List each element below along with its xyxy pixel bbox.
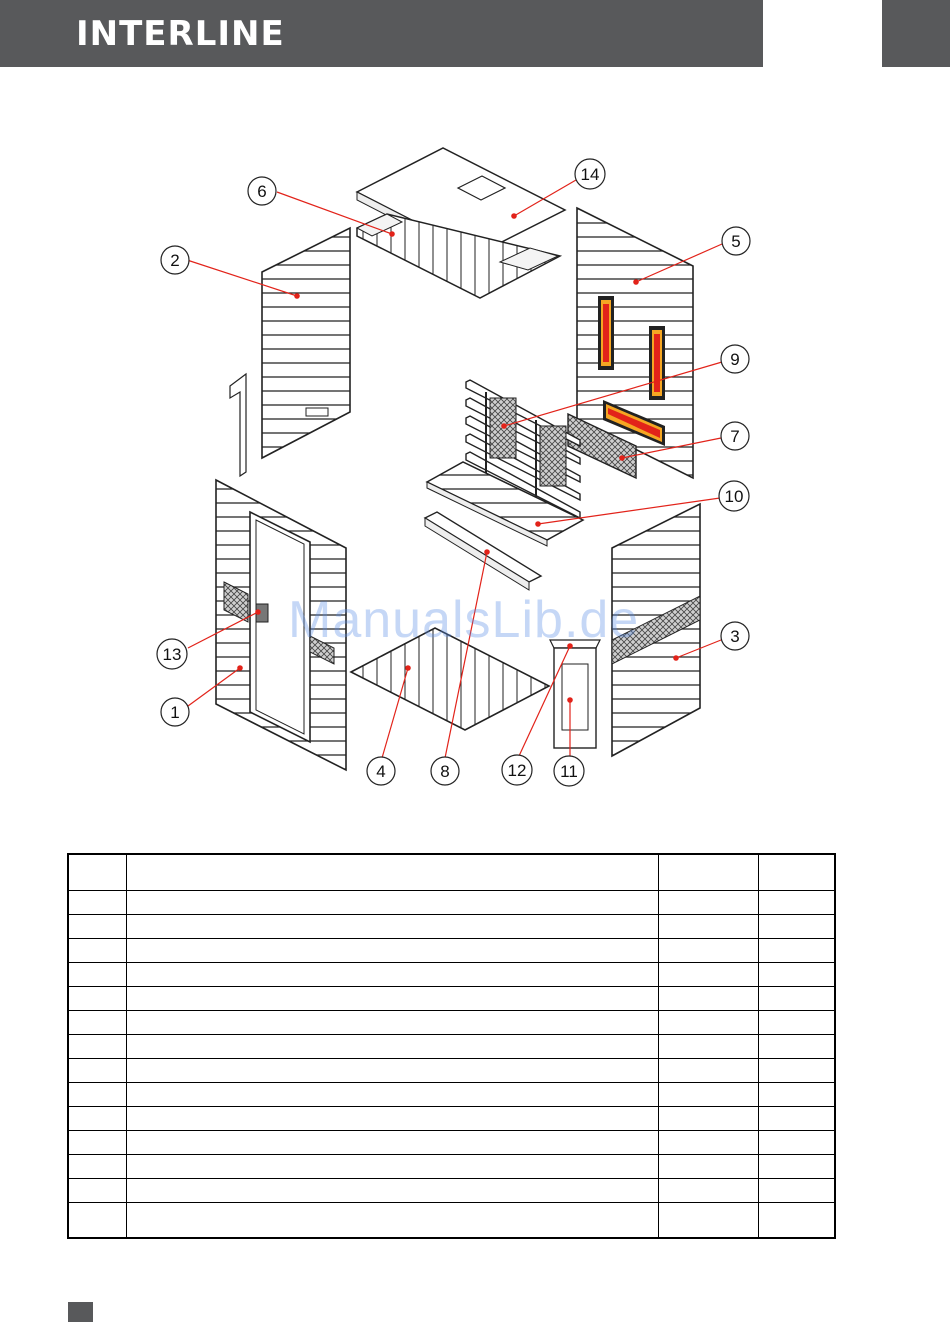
callout-8: 8 — [440, 762, 450, 781]
table-cell — [126, 1034, 658, 1058]
table-cell — [126, 1082, 658, 1106]
table-cell — [658, 986, 758, 1010]
table-cell — [68, 938, 126, 962]
table-cell — [68, 1082, 126, 1106]
table-cell — [68, 1010, 126, 1034]
callout-6: 6 — [257, 182, 267, 201]
header-corner-block — [882, 0, 950, 67]
table-row — [68, 1082, 835, 1106]
table-cell — [68, 1058, 126, 1082]
table-cell — [758, 1130, 835, 1154]
table-cell — [658, 1178, 758, 1202]
table-cell — [658, 1034, 758, 1058]
table-row — [68, 1178, 835, 1202]
table-cell — [126, 1178, 658, 1202]
table-cell — [658, 962, 758, 986]
table-cell — [68, 1034, 126, 1058]
table-cell — [68, 986, 126, 1010]
table-cell — [126, 854, 658, 890]
table-row — [68, 854, 835, 890]
table-cell — [68, 1202, 126, 1238]
brand-logo: INTERLINE — [76, 14, 285, 54]
callout-2: 2 — [170, 251, 180, 270]
callout-4: 4 — [376, 762, 386, 781]
table-cell — [126, 890, 658, 914]
table-cell — [126, 1106, 658, 1130]
callout-5: 5 — [731, 232, 741, 251]
table-cell — [758, 1178, 835, 1202]
control-box — [550, 640, 600, 748]
table-cell — [658, 1154, 758, 1178]
table-cell — [126, 986, 658, 1010]
table-cell — [758, 1154, 835, 1178]
table-cell — [658, 890, 758, 914]
table-cell — [658, 1130, 758, 1154]
table-row — [68, 1130, 835, 1154]
table-cell — [658, 938, 758, 962]
table-cell — [658, 1106, 758, 1130]
table-cell — [658, 1082, 758, 1106]
parts-table — [67, 853, 836, 1239]
table-cell — [758, 986, 835, 1010]
table-row — [68, 938, 835, 962]
table-cell — [68, 1154, 126, 1178]
wall-bracket — [230, 374, 246, 476]
page-number-block — [68, 1302, 93, 1322]
table-cell — [758, 962, 835, 986]
callout-11: 11 — [560, 762, 578, 781]
table-cell — [126, 1202, 658, 1238]
table-cell — [658, 854, 758, 890]
table-row — [68, 1010, 835, 1034]
table-cell — [126, 938, 658, 962]
callout-7: 7 — [730, 427, 740, 446]
callout-3: 3 — [730, 627, 740, 646]
table-row — [68, 962, 835, 986]
table-cell — [758, 854, 835, 890]
callout-14: 14 — [580, 165, 600, 184]
table-cell — [658, 914, 758, 938]
table-cell — [758, 1034, 835, 1058]
table-cell — [758, 1082, 835, 1106]
table-row — [68, 914, 835, 938]
watermark: ManualsLib.de — [288, 591, 640, 649]
table-cell — [68, 1130, 126, 1154]
table-row — [68, 1034, 835, 1058]
table-cell — [758, 890, 835, 914]
table-cell — [126, 1154, 658, 1178]
table-row — [68, 1154, 835, 1178]
callout-10: 10 — [724, 487, 744, 506]
table-cell — [126, 1010, 658, 1034]
callout-9: 9 — [730, 350, 740, 369]
callout-12: 12 — [507, 761, 527, 780]
table-cell — [68, 854, 126, 890]
table-cell — [658, 1058, 758, 1082]
table-cell — [758, 1010, 835, 1034]
exploded-sauna-diagram — [0, 100, 950, 820]
table-cell — [758, 914, 835, 938]
table-cell — [758, 1106, 835, 1130]
table-cell — [126, 1058, 658, 1082]
table-cell — [68, 962, 126, 986]
table-cell — [758, 1202, 835, 1238]
table-row — [68, 986, 835, 1010]
table-row — [68, 1058, 835, 1082]
table-cell — [126, 914, 658, 938]
table-cell — [658, 1202, 758, 1238]
table-cell — [68, 1106, 126, 1130]
parts-table-body — [68, 854, 835, 1238]
table-cell — [126, 962, 658, 986]
table-cell — [658, 1010, 758, 1034]
callout-13: 13 — [162, 645, 182, 664]
callout-1: 1 — [170, 703, 180, 722]
table-row — [68, 890, 835, 914]
table-cell — [68, 1178, 126, 1202]
left-side-wall — [262, 228, 350, 458]
table-cell — [68, 914, 126, 938]
table-cell — [758, 938, 835, 962]
table-cell — [68, 890, 126, 914]
table-cell — [126, 1130, 658, 1154]
table-row — [68, 1106, 835, 1130]
table-cell — [758, 1058, 835, 1082]
table-row — [68, 1202, 835, 1238]
